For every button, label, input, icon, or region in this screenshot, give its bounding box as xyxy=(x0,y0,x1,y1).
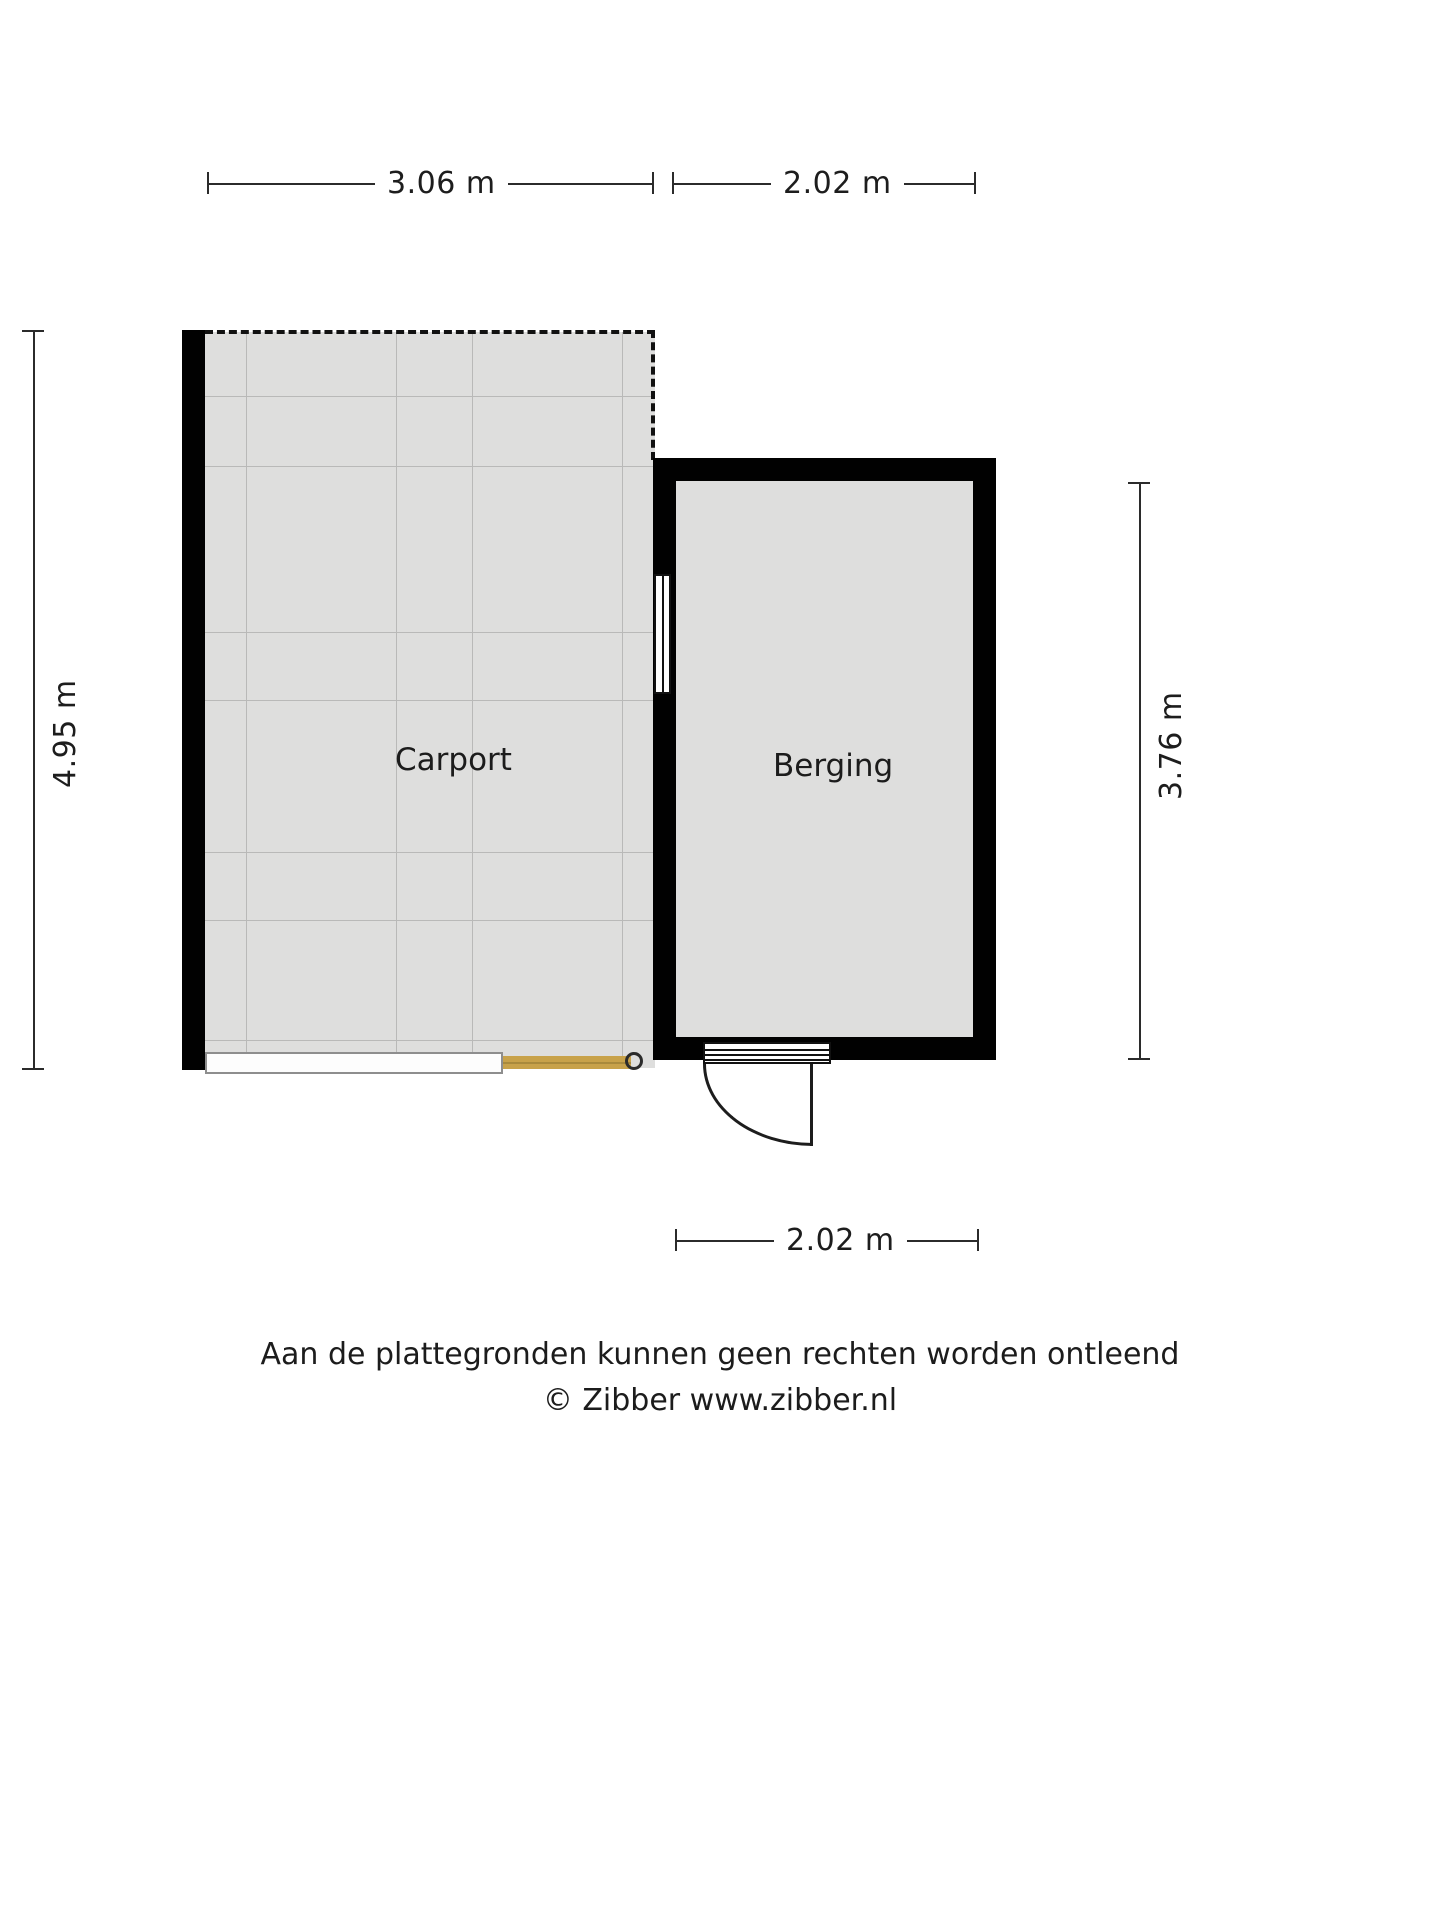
window-icon xyxy=(654,574,671,694)
tile-line xyxy=(205,632,655,633)
carport-open-edge-top xyxy=(205,330,655,334)
dimension-tick xyxy=(974,172,976,194)
carport-rail-white xyxy=(205,1052,503,1074)
dimension-label-right: 3.76 m xyxy=(1154,679,1189,812)
door-leaf xyxy=(810,1064,813,1146)
dimension-tick xyxy=(675,1229,677,1251)
tile-line xyxy=(205,1040,655,1041)
carport-wooden-beam xyxy=(503,1056,631,1069)
carport-post xyxy=(625,1052,643,1070)
dimension-tick xyxy=(22,330,44,332)
tile-line xyxy=(205,396,655,397)
dimension-tick xyxy=(652,172,654,194)
tile-line xyxy=(205,920,655,921)
door-frame xyxy=(703,1042,831,1064)
tile-line xyxy=(622,332,623,1068)
dimension-label-bottom: 2.02 m xyxy=(774,1223,907,1258)
dimension-tick xyxy=(977,1229,979,1251)
carport-left-wall xyxy=(182,330,205,1070)
dimension-tick xyxy=(672,172,674,194)
dimension-label-top-right: 2.02 m xyxy=(771,166,904,201)
footer-disclaimer: Aan de plattegronden kunnen geen rechten worden ontleend xyxy=(260,1337,1180,1372)
door-swing-arc xyxy=(703,1064,813,1146)
dimension-tick xyxy=(1128,482,1150,484)
carport-open-edge-right xyxy=(651,330,655,460)
dimension-line-right xyxy=(1139,482,1141,1060)
tile-line xyxy=(396,332,397,1068)
tile-line xyxy=(472,332,473,1068)
dimension-label-top-left: 3.06 m xyxy=(375,166,508,201)
dimension-tick xyxy=(1128,1058,1150,1060)
dimension-tick xyxy=(22,1068,44,1070)
room-label-berging: Berging xyxy=(773,748,894,784)
tile-line xyxy=(205,852,655,853)
footer-credit: © Zibber www.zibber.nl xyxy=(542,1383,898,1418)
room-label-carport: Carport xyxy=(395,742,512,778)
footer xyxy=(0,1332,1440,1424)
dimension-line-left xyxy=(33,330,35,1070)
tile-line xyxy=(205,466,655,467)
tile-line xyxy=(205,700,655,701)
dimension-label-left: 4.95 m xyxy=(48,667,83,800)
dimension-tick xyxy=(207,172,209,194)
tile-line xyxy=(246,332,247,1068)
